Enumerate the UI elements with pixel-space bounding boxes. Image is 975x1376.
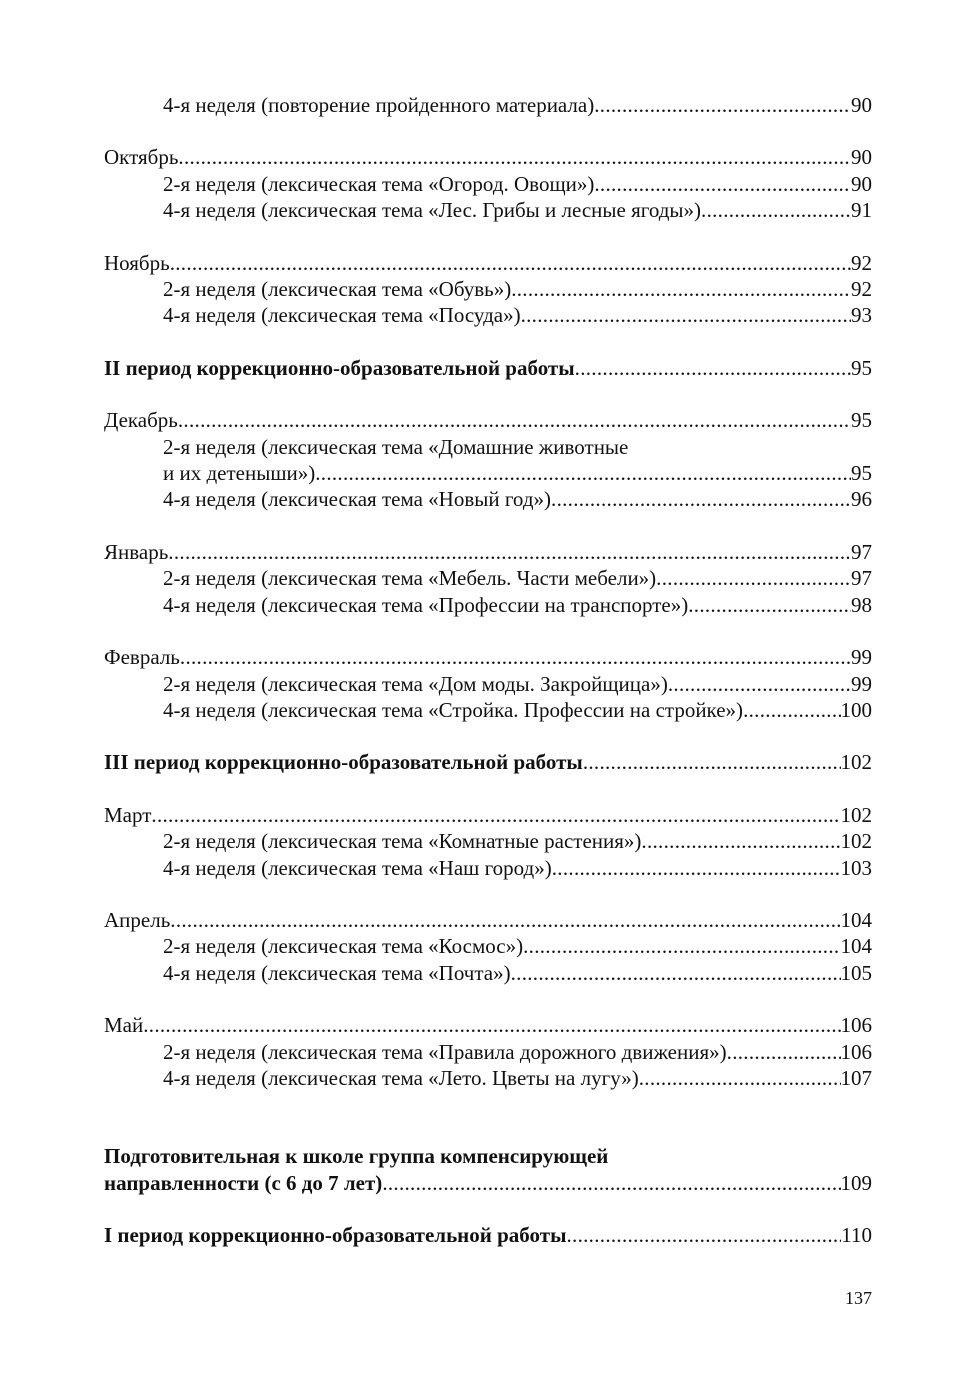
toc-entry-title: Апрель <box>104 907 171 932</box>
toc-entry-title: 4-я неделя (лексическая тема «Почта») <box>163 960 511 985</box>
dot-leader <box>511 276 851 302</box>
dot-leader <box>594 171 851 197</box>
toc-entry-title: 4-я неделя (лексическая тема «Лето. Цветы на лугу») <box>163 1065 639 1090</box>
toc-subentry <box>104 565 872 591</box>
toc-entry-title: 4-я неделя (лексическая тема «Стройка. Профессии на стройке») <box>163 697 744 722</box>
toc-entry-title: 4-я неделя (лексическая тема «Профессии на транспорте») <box>163 592 689 617</box>
dot-leader <box>382 1170 840 1196</box>
dot-leader <box>583 749 841 775</box>
toc-subentry <box>104 828 872 854</box>
toc-subentry <box>104 697 872 723</box>
toc-page-number: 91 <box>851 198 872 223</box>
toc-page-number: 90 <box>851 93 872 117</box>
toc-entry-title: Декабрь <box>104 408 178 433</box>
spacer <box>104 618 872 644</box>
toc-page-number: 107 <box>840 1065 872 1090</box>
toc-entry <box>104 144 872 170</box>
dot-leader <box>639 1065 841 1091</box>
toc-subentry <box>104 960 872 986</box>
dot-leader <box>552 855 841 881</box>
dot-leader <box>170 250 851 276</box>
toc-subentry <box>104 486 872 512</box>
toc-subentry <box>104 671 872 697</box>
toc-subentry <box>104 933 872 959</box>
toc-entry-title: 4-я неделя (лексическая тема «Новый год») <box>163 487 552 512</box>
dot-leader <box>170 907 840 933</box>
toc-entry-title: и их детеныши») <box>163 461 316 486</box>
toc-entry-title: 2-я неделя (лексическая тема «Обувь») <box>163 277 512 302</box>
toc-entry <box>104 250 872 276</box>
toc-page-number: 105 <box>840 960 872 985</box>
spacer <box>104 986 872 1012</box>
toc-subentry <box>104 1039 872 1065</box>
dot-leader <box>575 355 851 381</box>
dot-leader <box>511 960 841 986</box>
table-of-contents <box>104 92 872 1249</box>
dot-leader <box>656 565 851 591</box>
toc-page-number: 104 <box>840 934 872 959</box>
toc-subentry <box>104 92 872 118</box>
dot-leader <box>521 302 851 328</box>
dot-leader <box>178 144 851 170</box>
toc-subentry <box>104 302 872 328</box>
toc-entry-title: Подготовительная к школе группа компенсирующей <box>104 1144 609 1169</box>
dot-leader <box>594 92 851 118</box>
toc-entry <box>104 802 872 828</box>
dot-leader <box>701 197 851 223</box>
toc-entry-title: 2-я неделя (лексическая тема «Космос») <box>163 934 524 959</box>
spacer <box>104 1091 872 1143</box>
toc-entry-title: Февраль <box>104 645 180 670</box>
toc-page-number: 102 <box>840 829 872 854</box>
page-number: 137 <box>845 1288 872 1308</box>
dot-leader <box>551 486 851 512</box>
toc-entry-title: 2-я неделя (лексическая тема «Комнатные растения») <box>163 829 642 854</box>
dot-leader <box>180 644 851 670</box>
spacer <box>104 329 872 355</box>
spacer <box>104 118 872 144</box>
toc-page-number: 102 <box>840 750 872 775</box>
toc-entry-title: 4-я неделя (лексическая тема «Посуда») <box>163 303 521 328</box>
toc-entry <box>104 539 872 565</box>
toc-entry-title: III период коррекционно-образовательной работы <box>104 750 583 775</box>
toc-entry-title: 2-я неделя (лексическая тема «Домашние животные <box>163 434 629 459</box>
toc-page-number: 95 <box>851 355 872 380</box>
dot-leader <box>315 460 851 486</box>
toc-page-number: 95 <box>851 461 872 486</box>
dot-leader <box>688 592 851 618</box>
toc-page-number: 90 <box>851 171 872 196</box>
toc-entry-title: Октябрь <box>104 145 179 170</box>
toc-page-number: 110 <box>841 1223 872 1248</box>
toc-entry-title: 2-я неделя (лексическая тема «Правила дорожного движения») <box>163 1039 727 1064</box>
spacer <box>104 381 872 407</box>
spacer <box>104 224 872 250</box>
spacer <box>104 776 872 802</box>
toc-entry <box>104 1222 872 1248</box>
toc-entry-title: II период коррекционно-образовательной работы <box>104 355 575 380</box>
toc-entry-title: направленности (с 6 до 7 лет) <box>104 1170 383 1195</box>
toc-entry-title: 2-я неделя (лексическая тема «Дом моды. Закройщица») <box>163 671 668 696</box>
spacer <box>104 723 872 749</box>
dot-leader <box>566 1222 841 1248</box>
toc-page-number: 96 <box>851 487 872 512</box>
toc-entry-title: 4-я неделя (лексическая тема «Наш город») <box>163 855 552 880</box>
dot-leader <box>151 802 840 828</box>
toc-subentry <box>104 855 872 881</box>
toc-entry <box>104 644 872 670</box>
spacer <box>104 513 872 539</box>
toc-page-number: 97 <box>851 566 872 591</box>
toc-entry-title: Январь <box>104 539 169 564</box>
toc-entry-title: Март <box>104 802 152 827</box>
toc-page-number: 106 <box>840 1039 872 1064</box>
toc-subentry <box>104 171 872 197</box>
toc-entry <box>104 749 872 775</box>
toc-page-number: 97 <box>851 539 872 564</box>
toc-entry <box>104 355 872 381</box>
toc-page-number: 99 <box>851 645 872 670</box>
toc-page-number: 103 <box>840 855 872 880</box>
toc-entry <box>104 1143 872 1169</box>
dot-leader <box>668 671 851 697</box>
toc-page-number: 92 <box>851 250 872 275</box>
toc-subentry <box>104 592 872 618</box>
dot-leader <box>523 933 840 959</box>
toc-page-number: 95 <box>851 408 872 433</box>
dot-leader <box>178 407 851 433</box>
dot-leader <box>641 828 840 854</box>
toc-entry-title: I период коррекционно-образовательной работы <box>104 1223 567 1248</box>
toc-page-number: 90 <box>851 145 872 170</box>
toc-entry-title: 4-я неделя (лексическая тема «Лес. Грибы и лесные ягоды») <box>163 198 702 223</box>
toc-entry <box>104 407 872 433</box>
dot-leader <box>743 697 840 723</box>
toc-page-number: 93 <box>851 303 872 328</box>
toc-page-number: 99 <box>851 671 872 696</box>
toc-subentry <box>104 434 872 460</box>
toc-page-number: 104 <box>840 907 872 932</box>
toc-entry-title: 4-я неделя (повторение пройденного материала) <box>163 93 595 117</box>
toc-page-number: 98 <box>851 592 872 617</box>
toc-entry <box>104 1170 872 1196</box>
toc-page-number: 109 <box>840 1170 872 1195</box>
dot-leader <box>143 1012 840 1038</box>
toc-entry-title: 2-я неделя (лексическая тема «Мебель. Части мебели») <box>163 566 657 591</box>
toc-entry-title: 2-я неделя (лексическая тема «Огород. Овощи») <box>163 171 595 196</box>
dot-leader <box>168 539 851 565</box>
toc-page-number: 102 <box>840 802 872 827</box>
toc-page-number: 106 <box>840 1013 872 1038</box>
spacer <box>104 1196 872 1222</box>
toc-entry <box>104 1012 872 1038</box>
toc-page-number: 92 <box>851 277 872 302</box>
toc-subentry <box>104 1065 872 1091</box>
toc-entry-title: Ноябрь <box>104 250 170 275</box>
spacer <box>104 881 872 907</box>
toc-subentry <box>104 197 872 223</box>
toc-entry <box>104 907 872 933</box>
toc-subentry <box>104 276 872 302</box>
toc-page-number: 100 <box>840 697 872 722</box>
dot-leader <box>727 1039 841 1065</box>
toc-entry-title: Май <box>104 1013 144 1038</box>
toc-subentry <box>104 460 872 486</box>
